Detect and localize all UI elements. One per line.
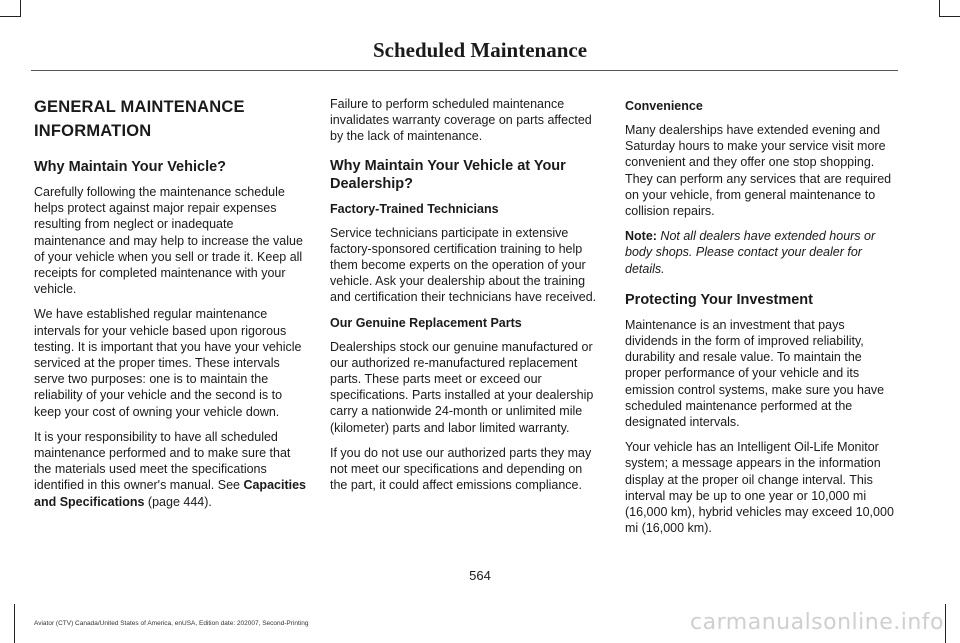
subheading-dealership: Why Maintain Your Vehicle at Your Dealership? bbox=[330, 157, 566, 192]
page-reference: (page 444). bbox=[144, 494, 212, 509]
paragraph: Many dealerships have extended evening and Saturday hours to make your service visit more convenient and they offer one stop shopping. They can perform any services that are required on your vehicle, from general maintenance to collision repairs. bbox=[625, 123, 892, 219]
paragraph: If you do not use our authorized parts they may not meet our specifications and depending on the part, it could affect emissions compliance. bbox=[330, 445, 592, 493]
note bbox=[625, 228, 897, 277]
footer-edition: Aviator (CTV) Canada/United States of America, enUSA, Edition date: 202007, Second-Printing bbox=[34, 620, 309, 627]
crop-mark bbox=[940, 16, 960, 17]
subheading-convenience: Convenience bbox=[625, 99, 703, 113]
capacities-link[interactable]: Capacities and Specifications bbox=[34, 478, 306, 509]
crop-mark bbox=[939, 0, 940, 17]
subheading-investment: Protecting Your Investment bbox=[625, 291, 813, 308]
section-heading: GENERAL MAINTENANCE bbox=[34, 98, 245, 116]
paragraph: Failure to perform scheduled maintenance invalidates warranty coverage on parts affected by the lack of maintenance. bbox=[330, 97, 592, 144]
crop-mark bbox=[0, 16, 20, 17]
crop-mark bbox=[20, 0, 21, 17]
section-heading-cont: INFORMATION bbox=[34, 122, 152, 140]
page-number: 564 bbox=[469, 568, 491, 583]
page-title: Scheduled Maintenance bbox=[372, 38, 588, 62]
subheading-why-maintain: Why Maintain Your Vehicle? bbox=[34, 159, 227, 175]
subheading-parts: Our Genuine Replacement Parts bbox=[330, 315, 522, 330]
note-label: Note: bbox=[625, 229, 657, 244]
watermark: carmanualsonline.info bbox=[690, 610, 944, 635]
paragraph: Carefully following the maintenance schedule helps protect against major repair expenses resulting from neglect or inadequate maintenance and may help to increase the value of your vehicle when you sell or trade it. Keep all receipts for completed maintenance with your vehicle. bbox=[34, 185, 303, 297]
subheading-technicians: Factory-Trained Technicians bbox=[330, 201, 499, 216]
paragraph-text: It is your responsibility to have all scheduled maintenance performed and to make sure that the materials used meet the specifications identified in this owner's manual. See bbox=[34, 429, 291, 493]
paragraph: Service technicians participate in extensive factory-sponsored certification training to help them become experts on the operation of your vehicle. Ask your dealership about the training and certification their technicians have received. bbox=[330, 225, 597, 305]
paragraph: Dealerships stock our genuine manufactured or our authorized re-manufactured replacement parts. These parts meet or exceed our specifications. Parts installed at your dealership carry a nationwide 24-month or unlimited mile (kilometer) parts and labor limited warranty. bbox=[330, 339, 594, 435]
column-2 bbox=[330, 96, 602, 502]
column-3 bbox=[625, 96, 897, 545]
paragraph-with-link bbox=[34, 429, 306, 510]
header-divider bbox=[31, 70, 898, 71]
note-text: Not all dealers have extended hours or body shops. Please contact your dealer for details. bbox=[625, 229, 876, 276]
crop-mark bbox=[945, 604, 946, 643]
crop-mark bbox=[14, 604, 15, 643]
column-1 bbox=[34, 96, 306, 519]
paragraph: Your vehicle has an Intelligent Oil-Life Monitor system; a message appears in the information display at the proper oil change interval. This interval may be up to one year or 10,000 mi (16,000 km), hybrid vehicles may exceed 10,000 mi (16,000 km). bbox=[625, 440, 894, 536]
paragraph: We have established regular maintenance intervals for your vehicle based upon rigorous testing. It is important that you have your vehicle serviced at the proper times. These intervals serve two purposes: one is to maintain the reliability of your vehicle and the second is to keep your cost of owning your vehicle down. bbox=[34, 307, 302, 419]
paragraph: Maintenance is an investment that pays dividends in the form of improved reliability, durability and resale value. To maintain the proper performance of your vehicle and its emission control systems, make sure you have scheduled maintenance performed at the designated intervals. bbox=[625, 317, 885, 430]
